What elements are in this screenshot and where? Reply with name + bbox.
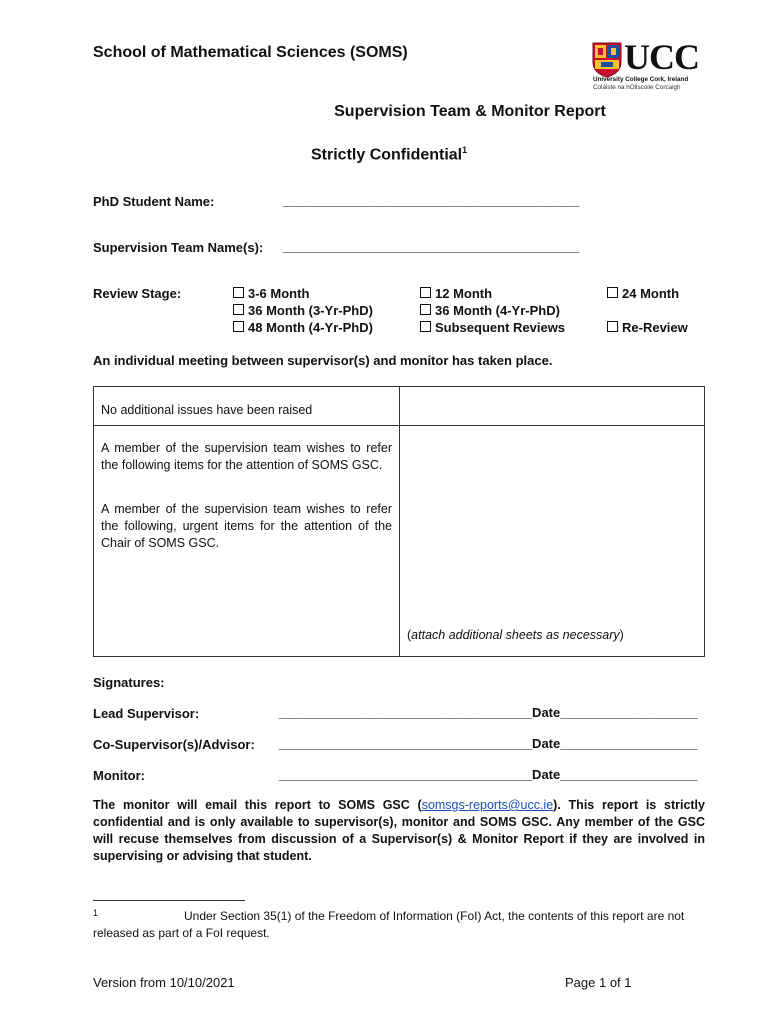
email-link[interactable]: somsgs-reports@ucc.ie xyxy=(421,798,554,812)
checkbox-re-review[interactable] xyxy=(607,320,688,335)
checkbox-icon xyxy=(607,287,618,298)
signatures-heading: Signatures: xyxy=(93,675,165,690)
monitor-label: Monitor: xyxy=(93,768,145,783)
footnote-number: 1 xyxy=(93,908,99,918)
checkbox-label: 36 Month (3-Yr-PhD) xyxy=(248,303,373,318)
review-stage-label: Review Stage: xyxy=(93,286,182,301)
checkbox-subsequent-reviews[interactable] xyxy=(420,320,565,335)
footnote-text: Under Section 35(1) of the Freedom of Information (FoI) Act, the contents of this report are not released as part of a FoI request. xyxy=(93,909,685,940)
checkbox-12-month[interactable] xyxy=(420,286,492,301)
urgent-items-text: A member of the supervision team wishes to refer the following, urgent items for the attention of the Chair of SOMS GSC. xyxy=(101,502,392,550)
ucc-logo xyxy=(592,37,704,94)
lead-supervisor-signature-line[interactable]: ___________________________________Date___________________ xyxy=(279,705,698,720)
closing-paragraph xyxy=(93,797,705,865)
checkbox-icon xyxy=(420,321,431,332)
no-issues-text: No additional issues have been raised xyxy=(101,403,313,417)
checkbox-icon xyxy=(233,321,244,332)
checkbox-label: 3-6 Month xyxy=(248,286,310,301)
checkbox-icon xyxy=(420,304,431,315)
footnote xyxy=(93,905,693,942)
ucc-crest-icon xyxy=(592,42,622,78)
checkbox-icon xyxy=(233,304,244,315)
student-name-field[interactable]: _________________________________________ xyxy=(283,193,580,208)
attach-paren-open: ( xyxy=(407,628,412,642)
supervision-team-label: Supervision Team Name(s): xyxy=(93,240,264,255)
lead-supervisor-label: Lead Supervisor: xyxy=(93,706,200,721)
monitor-signature-line[interactable]: ___________________________________Date___________________ xyxy=(279,767,698,782)
checkbox-label: 48 Month (4-Yr-PhD) xyxy=(248,320,373,335)
version-footer: Version from 10/10/2021 xyxy=(93,975,235,990)
report-title: Supervision Team & Monitor Report xyxy=(334,103,606,120)
attach-note-text: attach additional sheets as necessary xyxy=(411,628,620,642)
checkbox-48-month[interactable] xyxy=(233,320,373,335)
meeting-statement: An individual meeting between supervisor(s) and monitor has taken place. xyxy=(93,353,553,368)
checkbox-36-month-3yr[interactable] xyxy=(233,303,373,318)
checkbox-label: Subsequent Reviews xyxy=(435,320,566,335)
ucc-logo-subtitle-en: University College Cork, Ireland xyxy=(593,76,689,83)
footnote-divider xyxy=(93,900,245,901)
checkbox-label: 12 Month xyxy=(435,286,493,301)
supervision-team-field[interactable]: _________________________________________ xyxy=(283,239,580,254)
school-name: School of Mathematical Sciences (SOMS) xyxy=(93,44,408,61)
subtitle-text: Strictly Confidential xyxy=(311,146,463,164)
closing-text-end: ). This report is strictly confidential and is only available to supervisor(s), monitor and SOMS GSC. Any member of the GSC will recuse themselves from discussion of a Supervisor(s) & Monitor Report if they are involved in supervising or advising that student. xyxy=(93,798,705,863)
co-supervisor-label: Co-Supervisor(s)/Advisor: xyxy=(93,737,255,752)
ucc-logo-subtitle-ga: Coláiste na hOllscoile Corcaigh xyxy=(593,84,681,91)
checkbox-36-month-4yr[interactable] xyxy=(420,303,560,318)
no-issues-response-cell[interactable] xyxy=(400,387,705,426)
checkbox-3-6-month[interactable] xyxy=(233,286,309,301)
report-subtitle xyxy=(311,145,467,164)
checkbox-icon xyxy=(233,287,244,298)
no-issues-cell xyxy=(94,387,400,426)
attach-note xyxy=(407,628,624,642)
student-name-label: PhD Student Name: xyxy=(93,194,215,209)
checkbox-label: 36 Month (4-Yr-PhD) xyxy=(435,303,560,318)
page-number: Page 1 of 1 xyxy=(565,975,632,990)
attach-paren-close: ) xyxy=(619,628,624,642)
checkbox-icon xyxy=(420,287,431,298)
footnote-mark: 1 xyxy=(462,145,468,155)
refer-items-cell xyxy=(94,426,400,657)
issues-table xyxy=(93,386,705,657)
checkbox-label: 24 Month xyxy=(622,286,680,301)
co-supervisor-signature-line[interactable]: ___________________________________Date___________________ xyxy=(279,736,698,751)
checkbox-label: Re-Review xyxy=(622,320,688,335)
ucc-logo-text: UCC xyxy=(624,37,699,77)
checkbox-icon xyxy=(607,321,618,332)
checkbox-24-month[interactable] xyxy=(607,286,679,301)
refer-items-text: A member of the supervision team wishes to refer the following items for the attention of SOMS GSC. xyxy=(101,441,392,472)
items-response-cell[interactable] xyxy=(400,426,705,657)
closing-text-start: The monitor will email this report to SOMS GSC ( xyxy=(93,798,422,812)
